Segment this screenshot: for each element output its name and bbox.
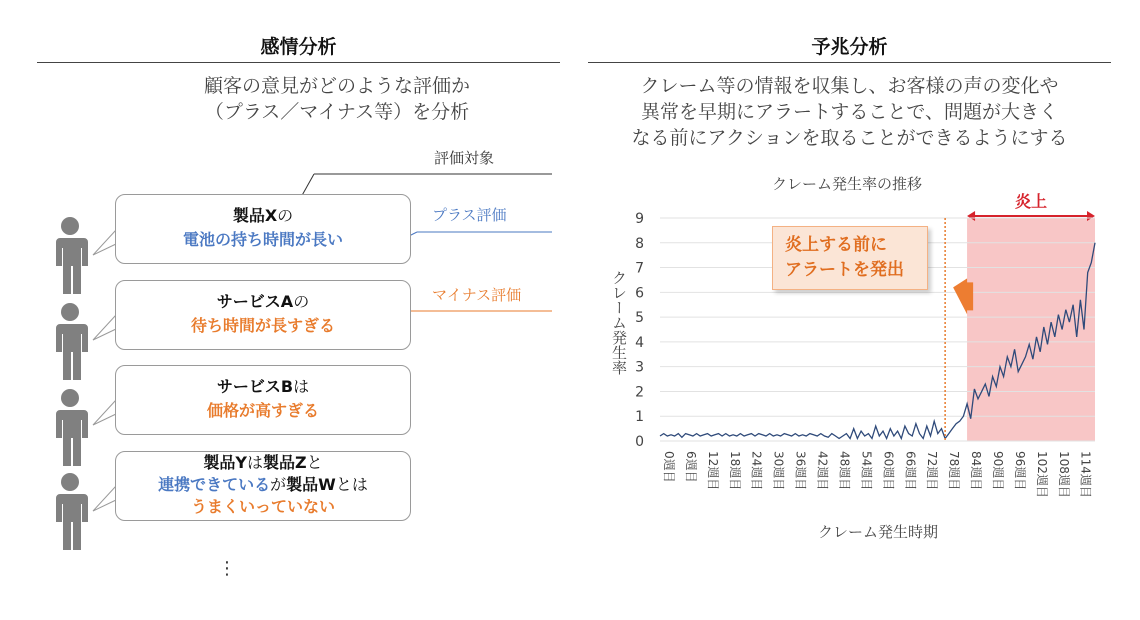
y-tick-label: 1 bbox=[635, 409, 644, 426]
y-tick-label: 6 bbox=[635, 285, 644, 302]
x-tick-label: 0週目 bbox=[662, 451, 676, 483]
y-tick-label: 2 bbox=[635, 384, 644, 401]
alert-callout bbox=[772, 226, 928, 290]
x-tick-label: 60週目 bbox=[881, 451, 896, 491]
right-desc-line2: 異常を早期にアラートすることで、問題が大きく bbox=[640, 101, 1059, 123]
bubble-minus-text: 価格が高すぎる bbox=[206, 401, 319, 420]
x-tick-label: 114週目 bbox=[1078, 451, 1093, 498]
bubble-particle: は bbox=[246, 453, 263, 472]
label-evaluation-target: 評価対象 bbox=[434, 149, 495, 167]
x-tick-label: 66週目 bbox=[903, 451, 918, 491]
callout-line1: 炎上する前に bbox=[785, 235, 887, 255]
right-section-title: 予兆分析 bbox=[811, 36, 888, 58]
bubble-plus-text: 連携できている bbox=[158, 475, 271, 494]
x-tick-label: 30週目 bbox=[771, 451, 786, 491]
bubble-subject: 製品Z bbox=[262, 453, 307, 472]
ellipsis: ⋮ bbox=[218, 558, 236, 579]
x-tick-label: 36週目 bbox=[793, 451, 808, 491]
x-tick-label: 108週目 bbox=[1056, 451, 1071, 498]
right-desc-line1: クレーム等の情報を収集し、お客様の声の変化や bbox=[640, 75, 1059, 97]
claim-rate-chart bbox=[600, 165, 1120, 550]
bubble-particle: と bbox=[306, 453, 323, 472]
bubble-subject: 製品Y bbox=[203, 453, 247, 472]
bubble-minus-text: うまくいっていない bbox=[190, 497, 335, 516]
bubble-subject: サービスA bbox=[216, 292, 294, 311]
x-tick-label: 54週目 bbox=[859, 451, 874, 491]
callout-line2: アラートを発出 bbox=[785, 260, 904, 280]
x-tick-label: 18週目 bbox=[727, 451, 742, 491]
left-section-title: 感情分析 bbox=[260, 36, 337, 58]
x-tick-label: 78週目 bbox=[947, 451, 962, 491]
speech-bubble-1 bbox=[115, 194, 411, 264]
bubble-tails bbox=[0, 0, 130, 620]
chart-x-label: クレーム発生時期 bbox=[817, 523, 939, 541]
bubble-particle: が bbox=[270, 475, 287, 494]
x-tick-label: 24週目 bbox=[749, 451, 764, 491]
y-tick-label: 9 bbox=[635, 211, 644, 227]
chart-y-label: クレーム発生率 bbox=[610, 270, 628, 375]
x-tick-label: 102週目 bbox=[1034, 451, 1049, 498]
right-desc-line3: なる前にアクションを取ることができるようにする bbox=[631, 127, 1068, 149]
bubble-plus-text: 電池の持ち時間が長い bbox=[182, 230, 343, 249]
alert-arrow-icon bbox=[953, 278, 973, 314]
chart-title: クレーム発生率の推移 bbox=[771, 175, 923, 193]
label-plus-evaluation: プラス評価 bbox=[432, 206, 507, 224]
x-tick-label: 84週目 bbox=[969, 451, 984, 491]
left-desc-line2: （プラス／マイナス等）を分析 bbox=[204, 101, 470, 123]
y-tick-label: 3 bbox=[635, 359, 644, 376]
bubble-particle: の bbox=[293, 292, 310, 311]
bubble-particle: は bbox=[293, 377, 310, 396]
x-tick-label: 12週目 bbox=[705, 451, 720, 491]
x-tick-label: 72週目 bbox=[925, 451, 940, 491]
y-tick-label: 4 bbox=[635, 334, 644, 351]
speech-bubble-4 bbox=[115, 451, 411, 521]
speech-bubble-3 bbox=[115, 365, 411, 435]
bubble-subject: 製品W bbox=[286, 475, 336, 494]
flame-label: 炎上 bbox=[1015, 192, 1048, 211]
x-tick-label: 96週目 bbox=[1012, 451, 1027, 491]
bubble-subject: サービスB bbox=[216, 377, 294, 396]
bubble-particle: の bbox=[277, 206, 294, 225]
y-tick-label: 8 bbox=[635, 235, 644, 252]
left-desc-line1: 顧客の意見がどのような評価か bbox=[203, 75, 470, 97]
x-tick-label: 90週目 bbox=[990, 451, 1005, 491]
bubble-particle: とは bbox=[335, 475, 368, 494]
right-description bbox=[588, 73, 1111, 151]
y-tick-label: 5 bbox=[635, 310, 644, 327]
y-tick-label: 7 bbox=[635, 260, 644, 277]
right-title-rule bbox=[588, 62, 1111, 63]
x-tick-label: 48週目 bbox=[837, 451, 852, 491]
bubble-subject: 製品X bbox=[232, 206, 278, 225]
speech-bubble-2 bbox=[115, 280, 411, 350]
x-tick-label: 6週目 bbox=[683, 451, 698, 483]
x-tick-label: 42週目 bbox=[815, 451, 830, 491]
label-minus-evaluation: マイナス評価 bbox=[432, 286, 522, 304]
y-tick-label: 0 bbox=[635, 434, 644, 450]
bubble-minus-text: 待ち時間が長すぎる bbox=[190, 316, 335, 335]
